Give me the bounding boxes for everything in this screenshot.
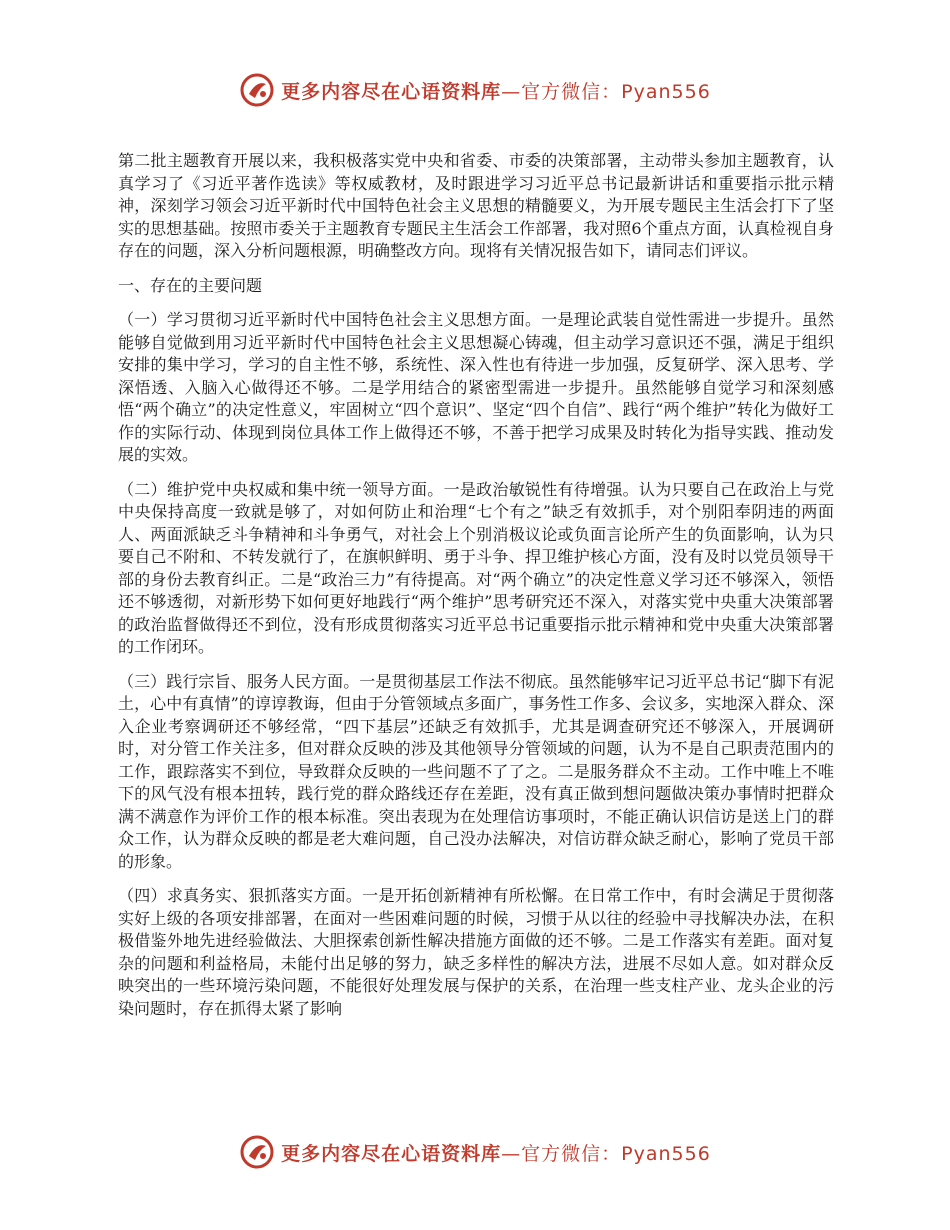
paragraph-3: （三）践行宗旨、服务人民方面。一是贯彻基层工作法不彻底。虽然能够牢记习近平总书记“脚下有泥土，心中有真情”的谆谆教诲，但由于分管领域点多面广，事务性工作多、会议多，实地深入群众、深入企业考察调研还不够经常，“四下基层”还缺乏有效抓手，尤其是调查研究还不够深入，开展调研时，对分管工作关注多，但对群众反映的涉及其他领导分管领域的问题，认为不是自己职责范围内的工作，跟踪落实不到位，导致群众反映的一些问题不了了之。二是服务群众不主动。工作中唯上不唯下的风气没有根本扭转，践行党的群众路线还存在差距，没有真正做到想问题做决策办事情时把群众满不满意作为评价工作的根本标准。突出表现为在处理信访事项时，不能正确认识信访是送上门的群众工作，认为群众反映的都是老大难问题，自己没办法解决，对信访群众缺乏耐心，影响了党员干部的形象。 bbox=[118, 671, 834, 871]
paragraph-1: （一）学习贯彻习近平新时代中国特色社会主义思想方面。一是理论武装自觉性需进一步提升。虽然能够自觉做到用习近平新时代中国特色社会主义思想凝心铸魂，但主动学习意识还不强，满足于组织安排的集中学习，学习的自主性不够，系统性、深入性也有待进一步加强，反复研学、深入思考、学深悟透、入脑入心做得还不够。二是学用结合的紧密型需进一步提升。虽然能够自觉学习和深刻感悟“两个确立”的决定性意义，牢固树立“四个意识”、坚定“四个自信”、践行“两个维护”转化为做好工作的实际行动、体现到岗位具体工作上做得还不够，不善于把学习成果及时转化为指导实践、推动发展的实效。 bbox=[118, 310, 834, 464]
watermark-text: 更多内容尽在心语资料库—官方微信：Pyan556 bbox=[281, 1142, 711, 1165]
section-heading: 一、存在的主要问题 bbox=[118, 275, 263, 295]
paragraph-2: （二）维护党中央权威和集中统一领导方面。一是政治敏锐性有待增强。认为只要自己在政治上与党中央保持高度一致就是够了，对如何防止和治理“七个有之”缺乏有效抓手，对个别阳奉阴违的两面人、两面派缺乏斗争精神和斗争勇气，对社会上个别消极议论或负面言论所产生的负面影响，认为只要自己不附和、不转发就行了，在旗帜鲜明、勇于斗争、捍卫维护核心方面，没有及时以党员领导干部的身份去教育纠正。二是“政治三力”有待提高。对“两个确立”的决定性意义学习还不够深入，领悟还不够透彻，对新形势下如何更好地践行“两个维护”思考研究还不深入，对落实党中央重大决策部署的政治监督做得还不到位，没有形成贯彻落实习近平总书记重要指示批示精神和党中央重大决策部署的工作闭环。 bbox=[118, 479, 834, 656]
header-watermark-banner bbox=[0, 70, 950, 110]
footer-watermark-banner bbox=[0, 1132, 950, 1172]
brand-logo-icon bbox=[239, 72, 275, 108]
brand-logo-icon bbox=[239, 1134, 275, 1170]
document-body bbox=[118, 150, 834, 1032]
watermark-text: 更多内容尽在心语资料库—官方微信：Pyan556 bbox=[281, 80, 711, 103]
intro-paragraph: 第二批主题教育开展以来，我积极落实党中央和省委、市委的决策部署，主动带头参加主题教育，认真学习了《习近平著作选读》等权威教材，及时跟进学习习近平总书记最新讲话和重要指示批示精神，深刻学习领会习近平新时代中国特色社会主义思想的精髓要义，为开展专题民主生活会打下了坚实的思想基础。按照市委关于主题教育专题民主生活会工作部署，我对照6个重点方面，认真检视自身存在的问题，深入分析问题根源，明确整改方向。现将有关情况报告如下，请同志们评议。 bbox=[118, 151, 834, 260]
paragraph-4: （四）求真务实、狠抓落实方面。一是开拓创新精神有所松懈。在日常工作中，有时会满足于贯彻落实好上级的各项安排部署，在面对一些困难问题的时候，习惯于从以往的经验中寻找解决办法，在积极借鉴外地先进经验做法、大胆探索创新性解决措施方面做的还不够。二是工作落实有差距。面对复杂的问题和利益格局，未能付出足够的努力，缺乏多样性的解决方法，进展不尽如人意。如对群众反映突出的一些环境污染问题，不能很好处理发展与保护的关系，在治理一些支柱产业、龙头企业的污染问题时，存在抓得太紧了影响 bbox=[118, 886, 834, 1018]
